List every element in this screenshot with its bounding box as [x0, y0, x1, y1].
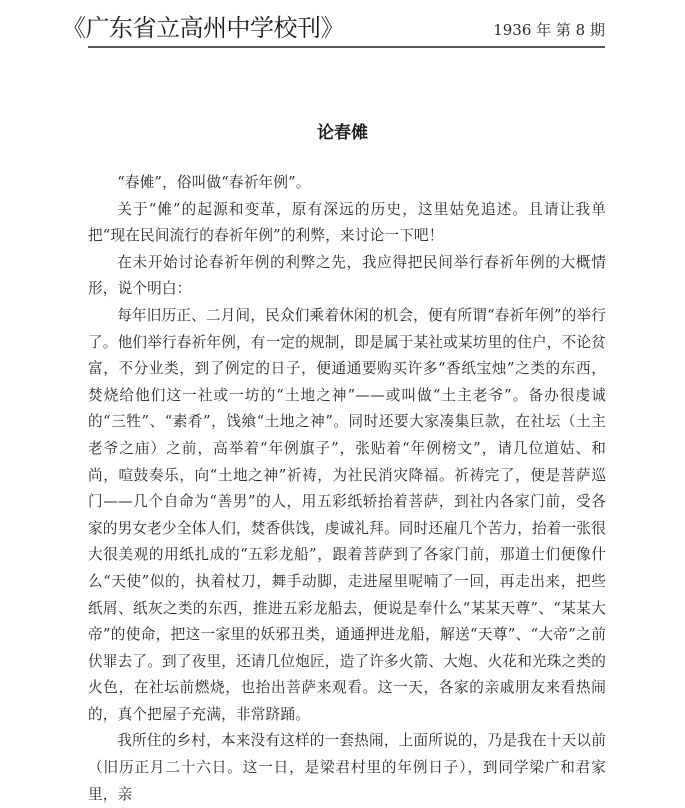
- paragraph: 每年旧历正、二月间，民众们乘着休闲的机会，便有所谓“春祈年例”的举行了。他们举行春祈年例，有一定的规制，即是属于某社或某坊里的住户，不论贫富，不分业类，到了例定的日子，便通通要购买许多“香纸宝烛”之类的东西，焚烧给他们这一社或一坊的“土地之神”——或叫做“土主老爷”。备办很虔诚的“三牲”、“素肴”，饯飨“土地之神”。同时还要大家凑集巨款，在社坛（土主老爷之庙）之前，高举着“年例旗子”，张贴着“年例榜文”，请几位道姑、和尚，喧鼓奏乐，向“土地之神”祈祷，为社民消灾降福。祈祷完了，便是菩萨巡门——几个自命为“善男”的人，用五彩纸轿抬着菩萨，到社内各家门前，受各家的男女老少全体人们，焚香供饯，虔诚礼拜。同时还雇几个苦力，抬着一张很大很美观的用纸扎成的“五彩龙船”，跟着菩萨到了各家门前，那道士们便像什么“天使”似的，执着杖刀，舞手动脚，走进屋里呢喃了一回，再走出来，把些纸屑、纸灰之类的东西，推进五彩龙船去，便说是奉什么“某某天尊”、“某某大帝”的使命，把这一家里的妖邪丑类，通通押进龙船，解送“天尊”、“大帝”之前伏罪去了。到了夜里，还请几位炮匠，造了许多火箭、大炮、火花和光珠之类的火色，在社坛前燃烧，也抬出菩萨来观看。这一天，各家的亲戚朋友来看热闹的，真个把屋子充满，非常跻踊。: [88, 306, 606, 723]
- paragraph: 在未开始讨论春祈年例的利弊之先，我应得把民间举行春祈年例的大概情形，说个明白：: [88, 253, 606, 298]
- paragraph: 关于“傩”的起源和变革，原有深远的历史，这里姑免追述。且请让我单把“现在民间流行的春祈年例”的利弊，来讨论一下吧！: [88, 200, 606, 245]
- page-header: [62, 14, 605, 42]
- issue-number: 1936 年 第 8 期: [493, 21, 605, 39]
- header-divider: [88, 46, 605, 48]
- article-body: [88, 170, 606, 808]
- article-title: 论春傩: [317, 123, 368, 143]
- paragraph: 我所住的乡村，本来没有这样的一套热闹，上面所说的，乃是我在十天以前（旧历正月二十六日。这一日，是梁君村里的年例日子），到同学梁广和君家里，亲: [88, 732, 606, 803]
- journal-title: 《广东省立高州中学校刊》: [62, 14, 344, 42]
- paragraph: “春傩”，俗叫做“春祈年例”。: [117, 174, 311, 191]
